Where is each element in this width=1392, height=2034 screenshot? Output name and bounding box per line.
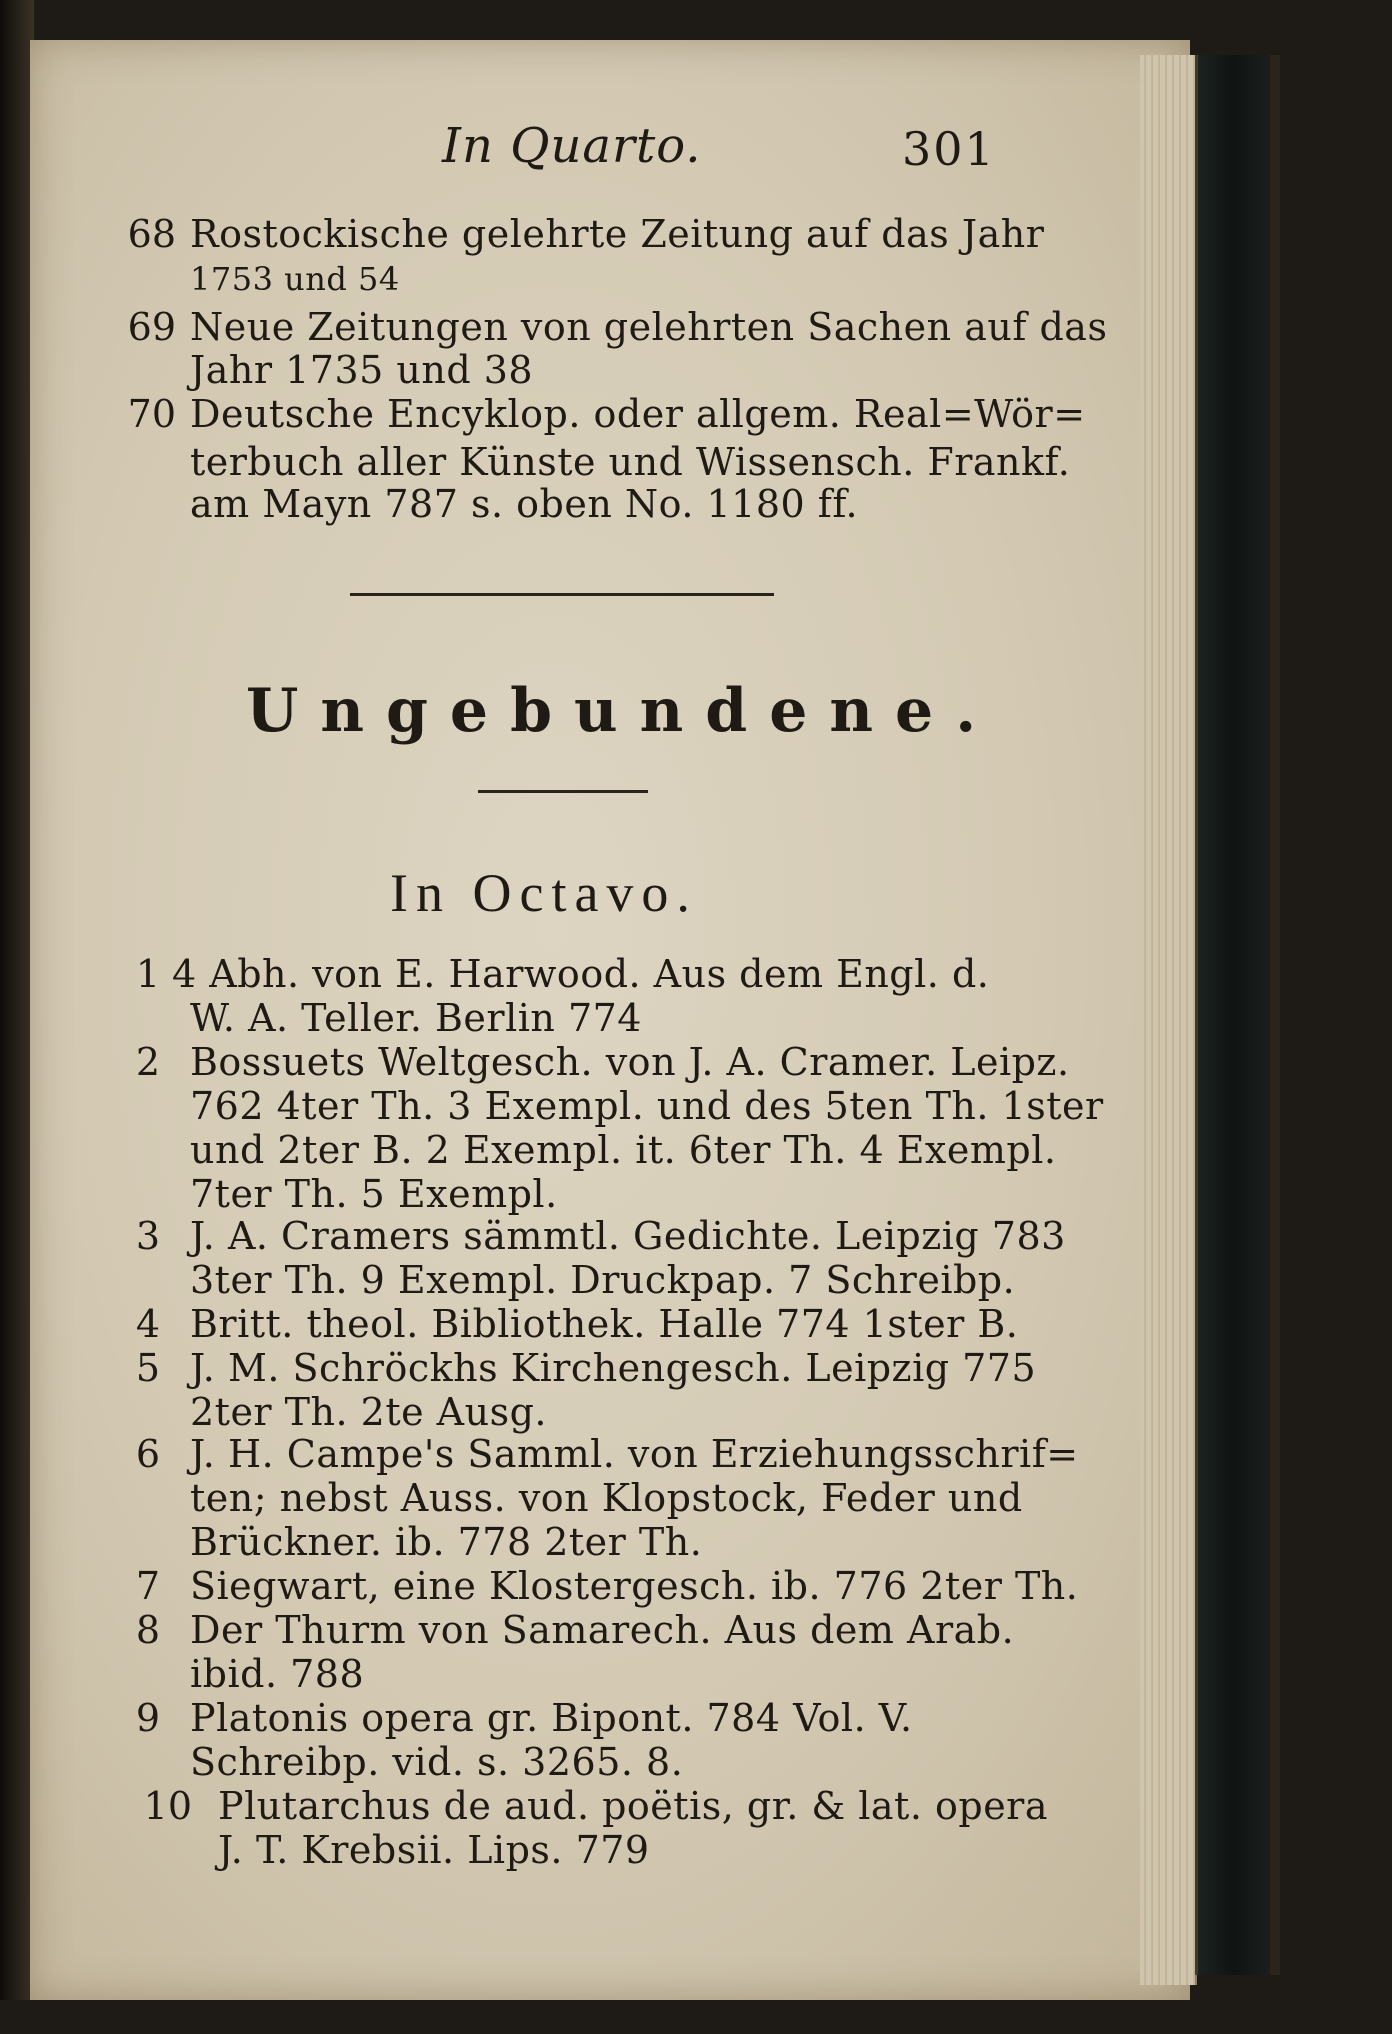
entry-line: Jahr 1735 und 38 [190, 348, 534, 392]
entry-line: Platonis opera gr. Bipont. 784 Vol. V. [190, 1696, 913, 1740]
entry-number: 8 [135, 1608, 160, 1652]
entry-line: 7ter Th. 5 Exempl. [190, 1172, 558, 1216]
entry-line: J. T. Krebsii. Lips. 779 [218, 1828, 650, 1872]
entry-line: J. A. Cramers sämmtl. Gedichte. Leipzig 783 [190, 1214, 1066, 1258]
entry-number: 10 [143, 1784, 192, 1828]
entry-number: 9 [135, 1696, 160, 1740]
entry-number: 4 [135, 1302, 160, 1346]
entry-number: 3 [135, 1214, 160, 1258]
entry-line: Britt. theol. Bibliothek. Halle 774 1ster B. [190, 1302, 1019, 1346]
entry-number: 7 [135, 1564, 160, 1608]
entry-line: Plutarchus de aud. poëtis, gr. & lat. opera [218, 1784, 1049, 1828]
entry-number: 5 [135, 1346, 160, 1390]
entry-line: Siegwart, eine Klostergesch. ib. 776 2ter Th. [190, 1564, 1079, 1608]
entry-line: und 2ter B. 2 Exempl. it. 6ter Th. 4 Exempl. [190, 1128, 1057, 1172]
entry-line: terbuch aller Künste und Wissensch. Frankf. [190, 440, 1071, 484]
entry-number: 6 [135, 1432, 160, 1476]
entry-line: Bossuets Weltgesch. von J. A. Cramer. Leipz. [190, 1040, 1070, 1084]
entry-number: 68 [127, 212, 176, 256]
page-number: 301 [902, 122, 996, 176]
entry-number: 1 [135, 952, 160, 996]
entry-line: ibid. 788 [190, 1652, 365, 1696]
entry-line: Deutsche Encyklop. oder allgem. Real=Wör= [190, 392, 1086, 436]
entry-line: W. A. Teller. Berlin 774 [190, 996, 642, 1040]
entry-line: Schreibp. vid. s. 3265. 8. [190, 1740, 684, 1784]
entry-number: 2 [135, 1040, 160, 1084]
entry-line: am Mayn 787 s. oben No. 1180 ff. [190, 482, 859, 526]
running-header-title: In Quarto. [442, 118, 702, 174]
entry-number: 70 [127, 392, 176, 436]
entry-line: Rostockische gelehrte Zeitung auf das Jahr [190, 212, 1045, 256]
entry-line: J. M. Schröckhs Kirchengesch. Leipzig 775 [190, 1346, 1037, 1390]
section-title: Ungebundene. [246, 676, 999, 746]
divider-rule [350, 593, 774, 596]
entry-line: Neue Zeitungen von gelehrten Sachen auf das [190, 305, 1108, 349]
entry-line: J. H. Campe's Samml. von Erziehungsschrif= [190, 1432, 1079, 1476]
entry-line: Der Thurm von Samarech. Aus dem Arab. [190, 1608, 1015, 1652]
entry-line: 1753 und 54 [190, 260, 400, 298]
entry-line: 2ter Th. 2te Ausg. [190, 1390, 547, 1434]
entry-line: 3ter Th. 9 Exempl. Druckpap. 7 Schreibp. [190, 1258, 1016, 1302]
entry-line: 4 Abh. von E. Harwood. Aus dem Engl. d. [172, 952, 990, 996]
entry-number: 69 [127, 305, 176, 349]
entry-line: ten; nebst Auss. von Klopstock, Feder und [190, 1476, 1023, 1520]
entry-line: 762 4ter Th. 3 Exempl. und des 5ten Th. 1ster [190, 1084, 1104, 1128]
subsection-title: In Octavo. [390, 863, 698, 923]
entry-line: Brückner. ib. 778 2ter Th. [190, 1520, 703, 1564]
divider-rule-short [478, 790, 648, 793]
